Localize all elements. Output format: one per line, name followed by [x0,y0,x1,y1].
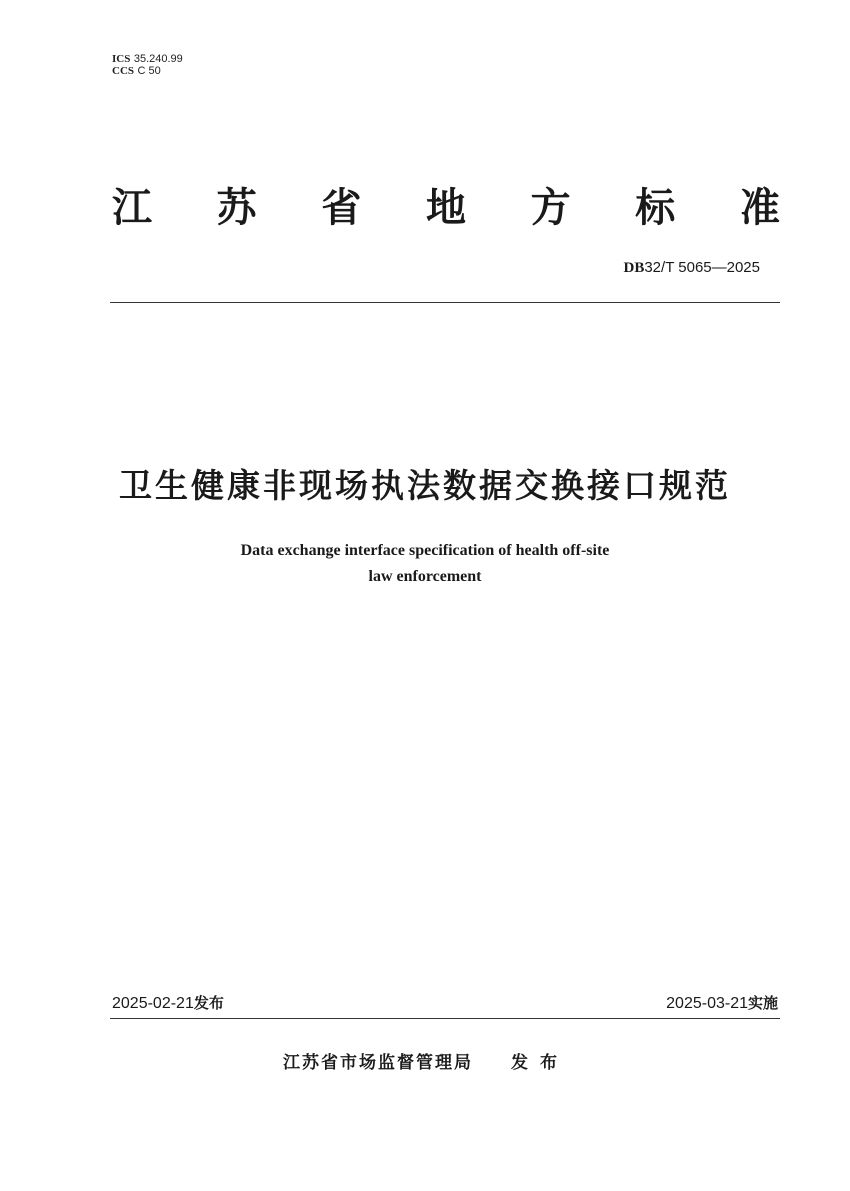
english-title-line-1: Data exchange interface specification of health off-site [240,542,610,559]
ics-label: ICS [112,53,131,65]
standard-number-value: 32/T 5065—2025 [644,259,760,276]
standard-number-prefix: DB [623,260,645,276]
english-title-line-2: law enforcement [368,568,482,585]
top-divider [110,302,780,303]
issuer-line [283,1050,569,1076]
issuer-action: 发布 [511,1053,569,1073]
ccs-row [112,65,183,77]
standard-type-char: 省 [321,185,362,231]
standard-type-char: 标 [635,185,676,231]
implement-date [666,992,778,1015]
standard-type-char: 苏 [216,185,257,231]
english-title [0,538,850,590]
issuer-name: 江苏省市场监督管理局 [283,1053,473,1073]
implement-date-label: 实施 [747,994,778,1012]
publish-date [112,992,224,1015]
standard-number [624,256,761,279]
standard-type-char: 地 [425,185,466,231]
ccs-label: CCS [112,65,135,77]
implement-date-value: 2025-03-21 [666,995,748,1012]
standard-type-heading [112,178,780,238]
standard-type-char: 江 [112,185,152,231]
ics-row [112,53,183,65]
publish-date-value: 2025-02-21 [112,995,194,1012]
ccs-value: C 50 [137,65,161,77]
standard-type-char: 准 [739,185,780,231]
standard-type-char: 方 [530,185,571,231]
ics-value: 35.240.99 [133,53,183,65]
chinese-title: 卫生健康非现场执法数据交换接口规范 [119,466,731,505]
classification-block [112,53,183,77]
bottom-divider [110,1018,780,1019]
publish-date-label: 发布 [193,994,224,1012]
